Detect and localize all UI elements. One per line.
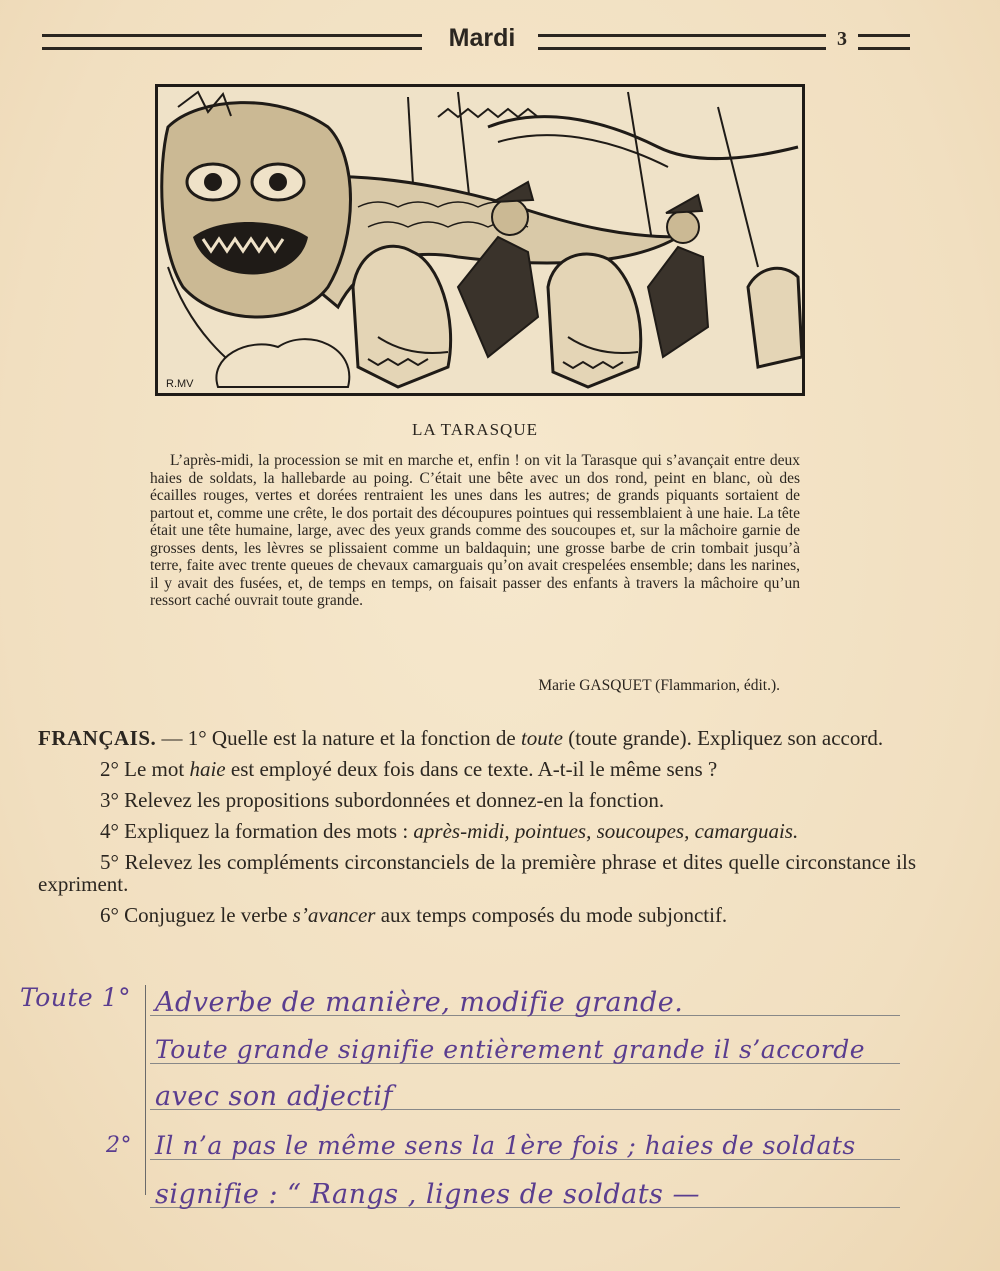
tarasque-illustration bbox=[155, 84, 805, 396]
exercise-item-1 bbox=[38, 727, 916, 749]
answer-line-4: Il n’a pas le même sens la 1ère fois ; haies de soldats bbox=[155, 1131, 856, 1160]
passage-attribution: Marie GASQUET (Flammarion, édit.). bbox=[538, 677, 780, 694]
day-title: Mardi bbox=[448, 24, 516, 52]
passage-title: LA TARASQUE bbox=[412, 420, 538, 439]
exercise-item-2 bbox=[38, 758, 916, 780]
illustration-signature: R.MV bbox=[166, 378, 194, 390]
woodcut-drawing bbox=[158, 87, 802, 393]
exercise-subject: FRANÇAIS. bbox=[38, 726, 157, 750]
header-rule-far bbox=[858, 34, 910, 50]
exercise-item-4 bbox=[38, 820, 916, 842]
margin-note-question-2: 2° bbox=[106, 1133, 132, 1158]
margin-note-question-1: Toute 1° bbox=[20, 983, 132, 1012]
exercise-1-text-b: (toute grande). Expliquez son accord. bbox=[562, 726, 884, 750]
exercise-6-text-b: aux temps composés du mode subjonctif. bbox=[375, 903, 728, 927]
exercise-6-em: s’avancer bbox=[292, 903, 376, 927]
header-rule-left bbox=[42, 34, 422, 50]
exercise-2-text-b: est employé deux fois dans ce texte. A-t-il le même sens ? bbox=[225, 757, 718, 781]
exercise-1-em: toute bbox=[520, 726, 563, 750]
answer-margin-line bbox=[145, 985, 146, 1195]
passage-paragraph: L’après-midi, la procession se mit en marche et, enfin ! on vit la Tarasque qui s’avançait entre deux haies de soldats, la hallebarde au poing. C’était une bête avec un dos rond, peint en blanc, où des écailles rouges, vertes et dorées rentraient les unes dans les autres; de grands piquants sortaient de partout et, comme une crête, le dos portait des découpures pointues qui ressemblaient à une haie. La tête était une tête humaine, large, avec des yeux grands comme des soucoupes et, sur la mâchoire garnie de grosses dents, les lèvres se plissaient comme un baldaquin; une grosse barbe de crin tombait jusqu’à terre, faite avec trente queues de chevaux camarguais qu’on avait crespelées ensemble; dans les narines, il y avait des fusées, et, de temps en temps, on faisait passer des enfants à travers la mâchoire qu’un ressort caché ouvrait toute grande. bbox=[150, 452, 800, 609]
exercise-6-text-a: 6° Conjuguez le verbe bbox=[100, 903, 293, 927]
header-rule-right bbox=[538, 34, 826, 50]
page-header bbox=[42, 22, 912, 58]
page-number: 3 bbox=[837, 28, 847, 50]
exercise-item-5 bbox=[38, 851, 916, 895]
answer-line-2: Toute grande signifie entièrement grande il s’accorde bbox=[155, 1035, 865, 1064]
passage-text bbox=[150, 452, 800, 610]
exercise-item-3 bbox=[38, 789, 916, 811]
exercise-2-text-a: 2° Le mot bbox=[100, 757, 190, 781]
exercise-list bbox=[38, 727, 916, 935]
answer-line-5: signifie : “ Rangs , lignes de soldats — bbox=[155, 1179, 700, 1210]
exercise-5-text: 5° Relevez les compléments circonstanciels de la première phrase et dites quelle circonstance ils expriment. bbox=[38, 850, 916, 896]
answer-line-3: avec son adjectif bbox=[155, 1081, 393, 1112]
exercise-1-text-a: — 1° Quelle est la nature et la fonction de bbox=[156, 726, 521, 750]
exercise-4-text-a: 4° Expliquez la formation des mots : bbox=[100, 819, 414, 843]
handwritten-answers bbox=[0, 975, 1000, 1235]
exercise-2-em: haie bbox=[189, 757, 226, 781]
answer-line-1: Adverbe de manière, modifie grande. bbox=[155, 987, 684, 1018]
exercise-4-em: après-midi, pointues, soucoupes, camarguais. bbox=[413, 819, 799, 843]
exercise-item-6 bbox=[38, 904, 916, 926]
exercise-3-text: 3° Relevez les propositions subordonnées et donnez-en la fonction. bbox=[100, 788, 665, 812]
